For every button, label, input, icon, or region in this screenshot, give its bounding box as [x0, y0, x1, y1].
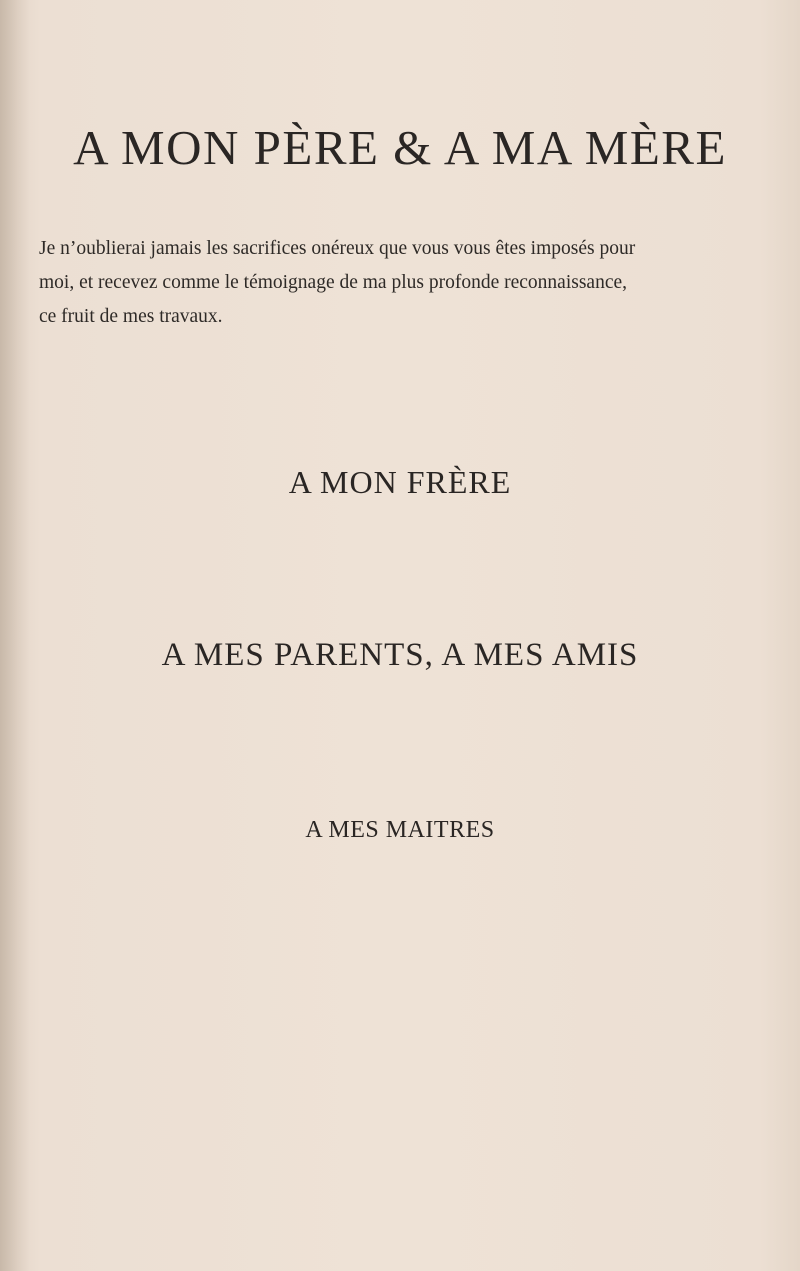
page-edge-shadow [0, 0, 30, 1271]
dedication-parents-text [39, 232, 719, 334]
dedication-relatives-title: A MES PARENTS, A MES AMIS [161, 637, 639, 673]
dedication-brother-title: A MON FRÈRE [288, 464, 512, 500]
dedication-teachers-title: A MES MAITRES [305, 817, 495, 843]
dedication-parents-title: A MON PÈRE & A MA MÈRE [73, 120, 727, 175]
dedication-text-line: ce fruit de mes travaux. [39, 306, 223, 327]
dedication-text-line: Je n’oublierai jamais les sacrifices onéreux que vous vous êtes imposés pour [39, 238, 636, 259]
dedication-text-line: moi, et recevez comme le témoignage de ma plus profonde reconnaissance, [39, 272, 628, 293]
